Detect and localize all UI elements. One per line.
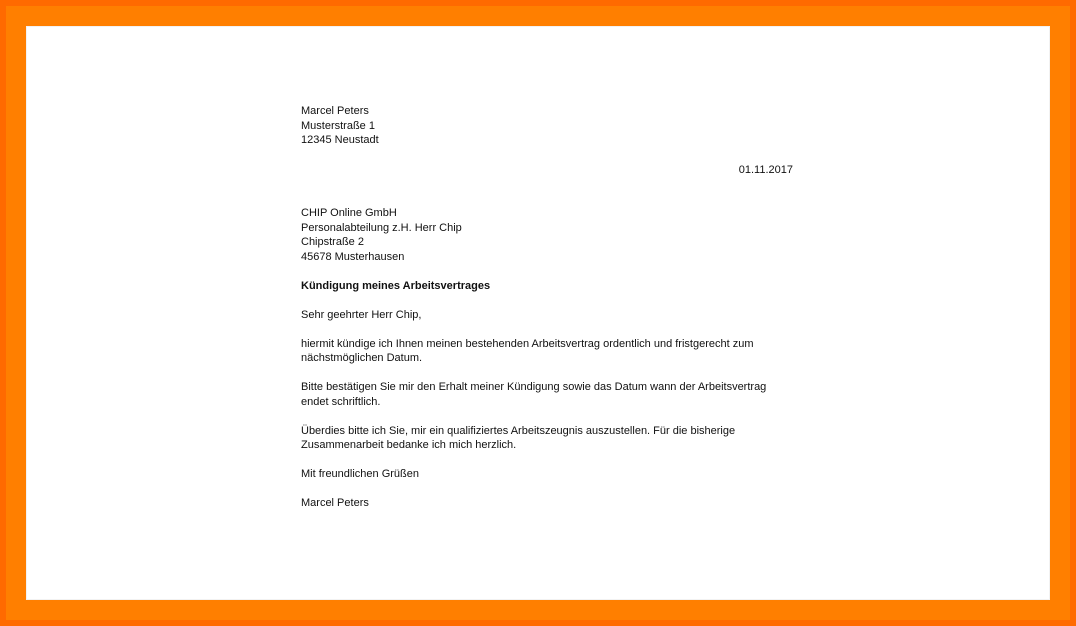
letter-date-block (301, 163, 793, 178)
salutation-block (301, 308, 793, 323)
sender-city: 12345 Neustadt (301, 134, 379, 146)
recipient-street: Chipstraße 2 (301, 236, 364, 248)
subject-block (301, 279, 793, 294)
salutation: Sehr geehrter Herr Chip, (301, 308, 422, 321)
recipient-address (301, 206, 793, 264)
paragraph-2-line-1: Bitte bestätigen Sie mir den Erhalt meiner Kündigung sowie das Datum wann der Arbeitsvertrag (301, 381, 767, 393)
letter-subject: Kündigung meines Arbeitsvertrages (301, 279, 491, 292)
recipient-company: CHIP Online GmbH (301, 207, 397, 219)
paragraph-1-line-2: nächstmöglichen Datum. (301, 352, 423, 364)
recipient-department: Personalabteilung z.H. Herr Chip (301, 221, 462, 234)
closing: Mit freundlichen Grüßen (301, 468, 419, 480)
paragraph-1 (301, 337, 793, 366)
paragraph-1-line-1: hiermit kündige ich Ihnen meinen bestehenden Arbeitsvertrag ordentlich und fristgerecht zum (301, 337, 754, 350)
paragraph-2 (301, 380, 793, 409)
letter-date: 01.11.2017 (738, 163, 793, 176)
paragraph-3-line-1: Überdies bitte ich Sie, mir ein qualifiziertes Arbeitszeugnis auszustellen. Für die bisherige (301, 424, 736, 437)
sender-name: Marcel Peters (301, 105, 369, 117)
letter-page (26, 26, 1050, 600)
sender-address (301, 104, 793, 148)
sender-street: Musterstraße 1 (301, 119, 375, 132)
paragraph-2-line-2: endet schriftlich. (301, 395, 381, 408)
closing-block (301, 467, 793, 482)
signature: Marcel Peters (301, 497, 369, 509)
letter-content (301, 104, 793, 511)
signature-block (301, 496, 793, 511)
paragraph-3-line-2: Zusammenarbeit bedanke ich mich herzlich. (301, 439, 517, 451)
recipient-city: 45678 Musterhausen (301, 250, 405, 263)
paragraph-3 (301, 424, 793, 453)
